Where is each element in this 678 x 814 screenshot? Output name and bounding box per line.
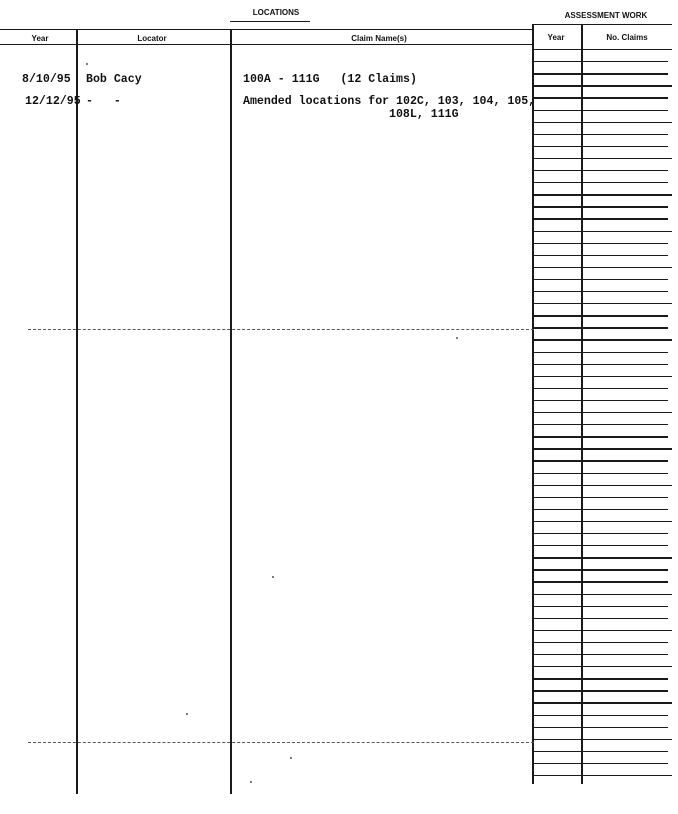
assessment-rule-line	[532, 690, 668, 691]
locations-title: LOCATIONS	[252, 8, 300, 17]
assessment-rule-line	[532, 73, 668, 74]
column-header-claim-names: Claim Name(s)	[351, 34, 407, 43]
assessment-rule-line	[532, 436, 668, 437]
assessment-rule-line	[532, 49, 672, 50]
assessment-rule-line	[532, 122, 672, 123]
column-header-underline	[0, 44, 532, 45]
entry-2-locator: - -	[86, 95, 121, 108]
assessment-rule-line	[532, 715, 668, 716]
divider-year-locator	[76, 29, 78, 794]
assessment-rule-line	[532, 702, 672, 703]
assessment-rule-line	[532, 315, 668, 316]
entry-1-year: 8/10/95	[22, 73, 71, 86]
assessment-rule-line	[532, 97, 668, 98]
scan-speck	[186, 713, 188, 715]
assessment-rule-line	[532, 85, 672, 86]
column-header-locator: Locator	[137, 34, 167, 43]
assessment-rule-line	[532, 194, 672, 195]
assessment-rule-line	[532, 61, 668, 62]
header-top-rule	[230, 21, 310, 22]
assessment-rule-line	[532, 364, 668, 365]
assessment-rule-line	[532, 110, 668, 111]
column-header-no-claims: No. Claims	[606, 33, 648, 42]
assessment-rule-line	[532, 594, 672, 595]
assessment-rule-line	[532, 158, 672, 159]
assessment-rule-line	[532, 279, 668, 280]
assessment-rule-line	[532, 388, 668, 389]
mid-page-dashed-line	[28, 329, 534, 330]
assessment-rule-line	[532, 460, 668, 461]
assessment-rule-line	[532, 170, 668, 171]
assessment-rule-line	[532, 291, 668, 292]
assessment-rule-line	[532, 763, 668, 764]
assessment-rule-line	[532, 618, 668, 619]
assessment-rule-line	[532, 206, 668, 207]
entry-2-claims-continued: 108L, 111G	[389, 108, 459, 121]
scan-speck	[272, 576, 274, 578]
assessment-rule-line	[532, 339, 672, 340]
assessment-rule-line	[532, 231, 672, 232]
assessment-rule-line	[532, 739, 672, 740]
assessment-rule-line	[532, 775, 672, 776]
assessment-rule-line	[532, 376, 672, 377]
entry-2-year: 12/12/95	[25, 95, 81, 108]
assessment-rule-line	[532, 485, 672, 486]
assessment-rule-line	[532, 134, 668, 135]
assessment-work-title: ASSESSMENT WORK	[564, 11, 648, 20]
assessment-rule-line	[532, 642, 668, 643]
scan-speck	[456, 337, 458, 339]
divider-locator-claims	[230, 29, 232, 794]
assessment-rule-line	[532, 751, 668, 752]
assessment-rule-line	[532, 581, 668, 582]
assessment-rule-line	[532, 412, 672, 413]
scan-speck	[290, 757, 292, 759]
assessment-rule-line	[532, 545, 668, 546]
entry-1-claims: 100A - 111G (12 Claims)	[243, 73, 417, 86]
assessment-rule-line	[532, 448, 672, 449]
assessment-rule-line	[532, 182, 668, 183]
bottom-dashed-line	[28, 742, 534, 743]
assessment-rule-line	[532, 727, 668, 728]
assessment-rule-line	[532, 557, 672, 558]
assessment-rule-line	[532, 327, 668, 328]
column-header-assessment-year: Year	[547, 33, 565, 42]
assessment-rule-line	[532, 146, 668, 147]
column-header-year: Year	[31, 34, 49, 43]
assessment-rule-line	[532, 352, 668, 353]
assessment-rule-line	[532, 497, 668, 498]
entry-2-claims: Amended locations for 102C, 103, 104, 105,	[243, 95, 536, 108]
assessment-rule-line	[532, 255, 668, 256]
assessment-rule-line	[532, 400, 668, 401]
assessment-rule-line	[532, 243, 668, 244]
entry-1-locator: Bob Cacy	[86, 73, 142, 86]
assessment-rule-line	[532, 521, 672, 522]
assessment-rule-line	[532, 678, 668, 679]
assessment-rule-line	[532, 218, 668, 219]
assessment-rule-line	[532, 654, 668, 655]
assessment-rule-line	[532, 267, 672, 268]
header-bottom-rule	[0, 29, 532, 30]
assessment-rule-line	[532, 606, 668, 607]
assessment-rule-line	[532, 569, 668, 570]
assessment-rule-line	[532, 424, 668, 425]
assessment-rule-line	[532, 666, 672, 667]
assessment-rule-line	[532, 533, 668, 534]
scan-speck	[86, 63, 88, 65]
scan-speck	[250, 781, 252, 783]
assessment-rule-line	[532, 303, 672, 304]
assessment-rule-line	[532, 509, 668, 510]
assessment-rule-line	[532, 630, 672, 631]
assessment-ruled-lines	[532, 0, 678, 814]
assessment-rule-line	[532, 473, 668, 474]
